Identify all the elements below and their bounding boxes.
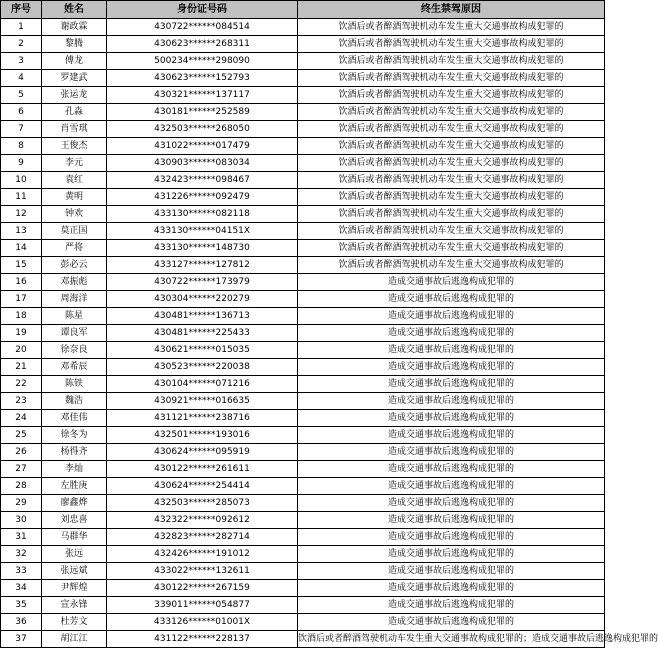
cell-ban-reason: 造成交通事故后逃逸构成犯罪的 <box>298 478 605 495</box>
table-row <box>1 393 605 410</box>
cell-id-number: 430621******015035 <box>107 342 298 359</box>
cell-serial: 37 <box>1 631 42 648</box>
cell-name: 杜芳文 <box>42 614 107 631</box>
cell-id-number: 430122******267159 <box>107 580 298 597</box>
cell-serial: 18 <box>1 308 42 325</box>
cell-serial: 32 <box>1 546 42 563</box>
cell-ban-reason: 造成交通事故后逃逸构成犯罪的 <box>298 614 605 631</box>
cell-id-number: 432823******282714 <box>107 529 298 546</box>
table-row <box>1 427 605 444</box>
cell-ban-reason: 造成交通事故后逃逸构成犯罪的 <box>298 308 605 325</box>
cell-name: 王俊杰 <box>42 138 107 155</box>
cell-id-number: 430903******083034 <box>107 155 298 172</box>
table-row <box>1 257 605 274</box>
cell-id-number: 433130******148730 <box>107 240 298 257</box>
cell-name: 左胜庚 <box>42 478 107 495</box>
cell-name: 黎腾 <box>42 36 107 53</box>
table-row <box>1 410 605 427</box>
cell-ban-reason: 造成交通事故后逃逸构成犯罪的 <box>298 325 605 342</box>
cell-serial: 27 <box>1 461 42 478</box>
cell-name: 袁红 <box>42 172 107 189</box>
cell-name: 钟欢 <box>42 206 107 223</box>
cell-ban-reason: 造成交通事故后逃逸构成犯罪的 <box>298 410 605 427</box>
cell-ban-reason: 饮酒后或者醉酒驾驶机动车发生重大交通事故构成犯罪的 <box>298 87 605 104</box>
cell-ban-reason: 饮酒后或者醉酒驾驶机动车发生重大交通事故构成犯罪的 <box>298 189 605 206</box>
table-row <box>1 206 605 223</box>
cell-id-number: 339011******054877 <box>107 597 298 614</box>
cell-id-number: 432501******193016 <box>107 427 298 444</box>
table-body <box>1 19 658 648</box>
cell-ban-reason: 造成交通事故后逃逸构成犯罪的 <box>298 376 605 393</box>
table-row <box>1 53 605 70</box>
cell-ban-reason: 造成交通事故后逃逸构成犯罪的 <box>298 461 605 478</box>
cell-ban-reason: 饮酒后或者醉酒驾驶机动车发生重大交通事故构成犯罪的 <box>298 257 605 274</box>
cell-serial: 5 <box>1 87 42 104</box>
table-row <box>1 223 605 240</box>
cell-serial: 7 <box>1 121 42 138</box>
header-id-number: 身份证号码 <box>107 1 298 19</box>
cell-serial: 8 <box>1 138 42 155</box>
table-row <box>1 155 605 172</box>
cell-name: 莫正国 <box>42 223 107 240</box>
cell-ban-reason: 造成交通事故后逃逸构成犯罪的 <box>298 342 605 359</box>
cell-name: 邓希辰 <box>42 359 107 376</box>
cell-ban-reason: 造成交通事故后逃逸构成犯罪的 <box>298 274 605 291</box>
table-row <box>1 172 605 189</box>
cell-id-number: 432423******098467 <box>107 172 298 189</box>
cell-name: 魏浩 <box>42 393 107 410</box>
cell-id-number: 430623******268311 <box>107 36 298 53</box>
cell-name: 孔淼 <box>42 104 107 121</box>
table-row <box>1 308 605 325</box>
cell-serial: 19 <box>1 325 42 342</box>
cell-ban-reason: 造成交通事故后逃逸构成犯罪的 <box>298 529 605 546</box>
cell-id-number: 433127******127812 <box>107 257 298 274</box>
cell-ban-reason: 造成交通事故后逃逸构成犯罪的 <box>298 291 605 308</box>
cell-serial: 24 <box>1 410 42 427</box>
cell-id-number: 430104******071216 <box>107 376 298 393</box>
cell-ban-reason: 造成交通事故后逃逸构成犯罪的 <box>298 427 605 444</box>
cell-name: 张远 <box>42 546 107 563</box>
cell-ban-reason: 饮酒后或者醉酒驾驶机动车发生重大交通事故构成犯罪的；造成交通事故后逃逸构成犯罪的 <box>298 631 605 648</box>
cell-id-number: 431022******017479 <box>107 138 298 155</box>
cell-serial: 31 <box>1 529 42 546</box>
cell-ban-reason: 饮酒后或者醉酒驾驶机动车发生重大交通事故构成犯罪的 <box>298 36 605 53</box>
cell-id-number: 430122******261611 <box>107 461 298 478</box>
cell-ban-reason: 造成交通事故后逃逸构成犯罪的 <box>298 444 605 461</box>
cell-ban-reason: 饮酒后或者醉酒驾驶机动车发生重大交通事故构成犯罪的 <box>298 104 605 121</box>
table-row <box>1 580 605 597</box>
header-serial: 序号 <box>1 1 42 19</box>
header-name: 姓名 <box>42 1 107 19</box>
cell-id-number: 430921******016635 <box>107 393 298 410</box>
cell-name: 谭良军 <box>42 325 107 342</box>
cell-ban-reason: 造成交通事故后逃逸构成犯罪的 <box>298 563 605 580</box>
cell-name: 徐冬为 <box>42 427 107 444</box>
cell-serial: 15 <box>1 257 42 274</box>
cell-ban-reason: 饮酒后或者醉酒驾驶机动车发生重大交通事故构成犯罪的 <box>298 206 605 223</box>
cell-id-number: 430481******136713 <box>107 308 298 325</box>
cell-id-number: 430624******095919 <box>107 444 298 461</box>
table-row <box>1 461 605 478</box>
cell-name: 邓振彪 <box>42 274 107 291</box>
cell-name: 陈星 <box>42 308 107 325</box>
cell-name: 邓佳伟 <box>42 410 107 427</box>
cell-name: 李灿 <box>42 461 107 478</box>
cell-ban-reason: 造成交通事故后逃逸构成犯罪的 <box>298 359 605 376</box>
cell-ban-reason: 饮酒后或者醉酒驾驶机动车发生重大交通事故构成犯罪的 <box>298 155 605 172</box>
cell-serial: 20 <box>1 342 42 359</box>
cell-name: 黄明 <box>42 189 107 206</box>
cell-serial: 17 <box>1 291 42 308</box>
cell-serial: 10 <box>1 172 42 189</box>
table-row <box>1 36 605 53</box>
cell-id-number: 430722******173979 <box>107 274 298 291</box>
cell-serial: 3 <box>1 53 42 70</box>
cell-ban-reason: 造成交通事故后逃逸构成犯罪的 <box>298 495 605 512</box>
cell-ban-reason: 饮酒后或者醉酒驾驶机动车发生重大交通事故构成犯罪的 <box>298 138 605 155</box>
cell-id-number: 432503******268050 <box>107 121 298 138</box>
table-row <box>1 274 605 291</box>
table-row <box>1 597 605 614</box>
cell-serial: 35 <box>1 597 42 614</box>
cell-id-number: 430523******220038 <box>107 359 298 376</box>
cell-serial: 9 <box>1 155 42 172</box>
cell-name: 杨得齐 <box>42 444 107 461</box>
header-row <box>1 1 605 19</box>
table-row <box>1 495 605 512</box>
table-row <box>1 342 605 359</box>
cell-id-number: 433022******132611 <box>107 563 298 580</box>
table-row <box>1 121 605 138</box>
cell-ban-reason: 造成交通事故后逃逸构成犯罪的 <box>298 546 605 563</box>
cell-name: 张远斌 <box>42 563 107 580</box>
cell-id-number: 433130******082118 <box>107 206 298 223</box>
cell-serial: 34 <box>1 580 42 597</box>
cell-serial: 33 <box>1 563 42 580</box>
cell-name: 张运龙 <box>42 87 107 104</box>
cell-id-number: 433130******04151X <box>107 223 298 240</box>
cell-ban-reason: 造成交通事故后逃逸构成犯罪的 <box>298 393 605 410</box>
cell-id-number: 430722******084514 <box>107 19 298 36</box>
cell-name: 陈铁 <box>42 376 107 393</box>
cell-ban-reason: 饮酒后或者醉酒驾驶机动车发生重大交通事故构成犯罪的 <box>298 70 605 87</box>
table-row <box>1 512 605 529</box>
table-row <box>1 359 605 376</box>
cell-name: 谢政霖 <box>42 19 107 36</box>
cell-id-number: 430181******252589 <box>107 104 298 121</box>
cell-name: 刘忠喜 <box>42 512 107 529</box>
cell-name: 胡江江 <box>42 631 107 648</box>
header-ban-reason: 终生禁驾原因 <box>298 1 605 19</box>
cell-serial: 1 <box>1 19 42 36</box>
cell-id-number: 431226******092479 <box>107 189 298 206</box>
cell-id-number: 500234******298090 <box>107 53 298 70</box>
cell-id-number: 430304******220279 <box>107 291 298 308</box>
cell-name: 周海洋 <box>42 291 107 308</box>
cell-id-number: 432322******092612 <box>107 512 298 529</box>
table-row <box>1 138 605 155</box>
table-row <box>1 376 605 393</box>
cell-ban-reason: 饮酒后或者醉酒驾驶机动车发生重大交通事故构成犯罪的 <box>298 172 605 189</box>
cell-ban-reason: 造成交通事故后逃逸构成犯罪的 <box>298 597 605 614</box>
cell-name: 廖鑫烨 <box>42 495 107 512</box>
cell-serial: 6 <box>1 104 42 121</box>
cell-name: 肖雪琪 <box>42 121 107 138</box>
cell-name: 宣永锋 <box>42 597 107 614</box>
cell-serial: 30 <box>1 512 42 529</box>
cell-serial: 11 <box>1 189 42 206</box>
cell-serial: 25 <box>1 427 42 444</box>
cell-ban-reason: 饮酒后或者醉酒驾驶机动车发生重大交通事故构成犯罪的 <box>298 19 605 36</box>
cell-serial: 12 <box>1 206 42 223</box>
cell-id-number: 431122******228137 <box>107 631 298 648</box>
table-row <box>1 325 605 342</box>
table-row <box>1 529 605 546</box>
cell-serial: 16 <box>1 274 42 291</box>
cell-id-number: 432503******285073 <box>107 495 298 512</box>
table-row <box>1 104 605 121</box>
cell-name: 马群华 <box>42 529 107 546</box>
cell-name: 傅龙 <box>42 53 107 70</box>
cell-serial: 36 <box>1 614 42 631</box>
table-row <box>1 631 605 648</box>
table-row <box>1 478 605 495</box>
table-row <box>1 19 605 36</box>
table-row <box>1 444 605 461</box>
cell-ban-reason: 造成交通事故后逃逸构成犯罪的 <box>298 512 605 529</box>
cell-ban-reason: 饮酒后或者醉酒驾驶机动车发生重大交通事故构成犯罪的 <box>298 240 605 257</box>
cell-name: 彭必云 <box>42 257 107 274</box>
table-row <box>1 87 605 104</box>
cell-ban-reason: 饮酒后或者醉酒驾驶机动车发生重大交通事故构成犯罪的 <box>298 223 605 240</box>
cell-ban-reason: 饮酒后或者醉酒驾驶机动车发生重大交通事故构成犯罪的 <box>298 53 605 70</box>
cell-id-number: 430481******225433 <box>107 325 298 342</box>
table-row <box>1 291 605 308</box>
table-row <box>1 70 605 87</box>
cell-serial: 13 <box>1 223 42 240</box>
cell-id-number: 431121******238716 <box>107 410 298 427</box>
cell-id-number: 430321******137117 <box>107 87 298 104</box>
cell-serial: 21 <box>1 359 42 376</box>
table-row <box>1 189 605 206</box>
cell-name: 尹辉煌 <box>42 580 107 597</box>
cell-name: 罗建武 <box>42 70 107 87</box>
cell-serial: 22 <box>1 376 42 393</box>
table-row <box>1 563 605 580</box>
cell-name: 李元 <box>42 155 107 172</box>
cell-serial: 2 <box>1 36 42 53</box>
table-row <box>1 546 605 563</box>
cell-name: 严将 <box>42 240 107 257</box>
cell-serial: 4 <box>1 70 42 87</box>
cell-serial: 23 <box>1 393 42 410</box>
cell-id-number: 430623******152793 <box>107 70 298 87</box>
cell-id-number: 432426******191012 <box>107 546 298 563</box>
cell-serial: 28 <box>1 478 42 495</box>
cell-id-number: 433126******01001X <box>107 614 298 631</box>
cell-ban-reason: 造成交通事故后逃逸构成犯罪的 <box>298 580 605 597</box>
table-row <box>1 614 605 631</box>
cell-serial: 26 <box>1 444 42 461</box>
cell-id-number: 430624******254414 <box>107 478 298 495</box>
cell-serial: 29 <box>1 495 42 512</box>
cell-name: 徐奈良 <box>42 342 107 359</box>
cell-serial: 14 <box>1 240 42 257</box>
cell-ban-reason: 饮酒后或者醉酒驾驶机动车发生重大交通事故构成犯罪的 <box>298 121 605 138</box>
table-row <box>1 240 605 257</box>
